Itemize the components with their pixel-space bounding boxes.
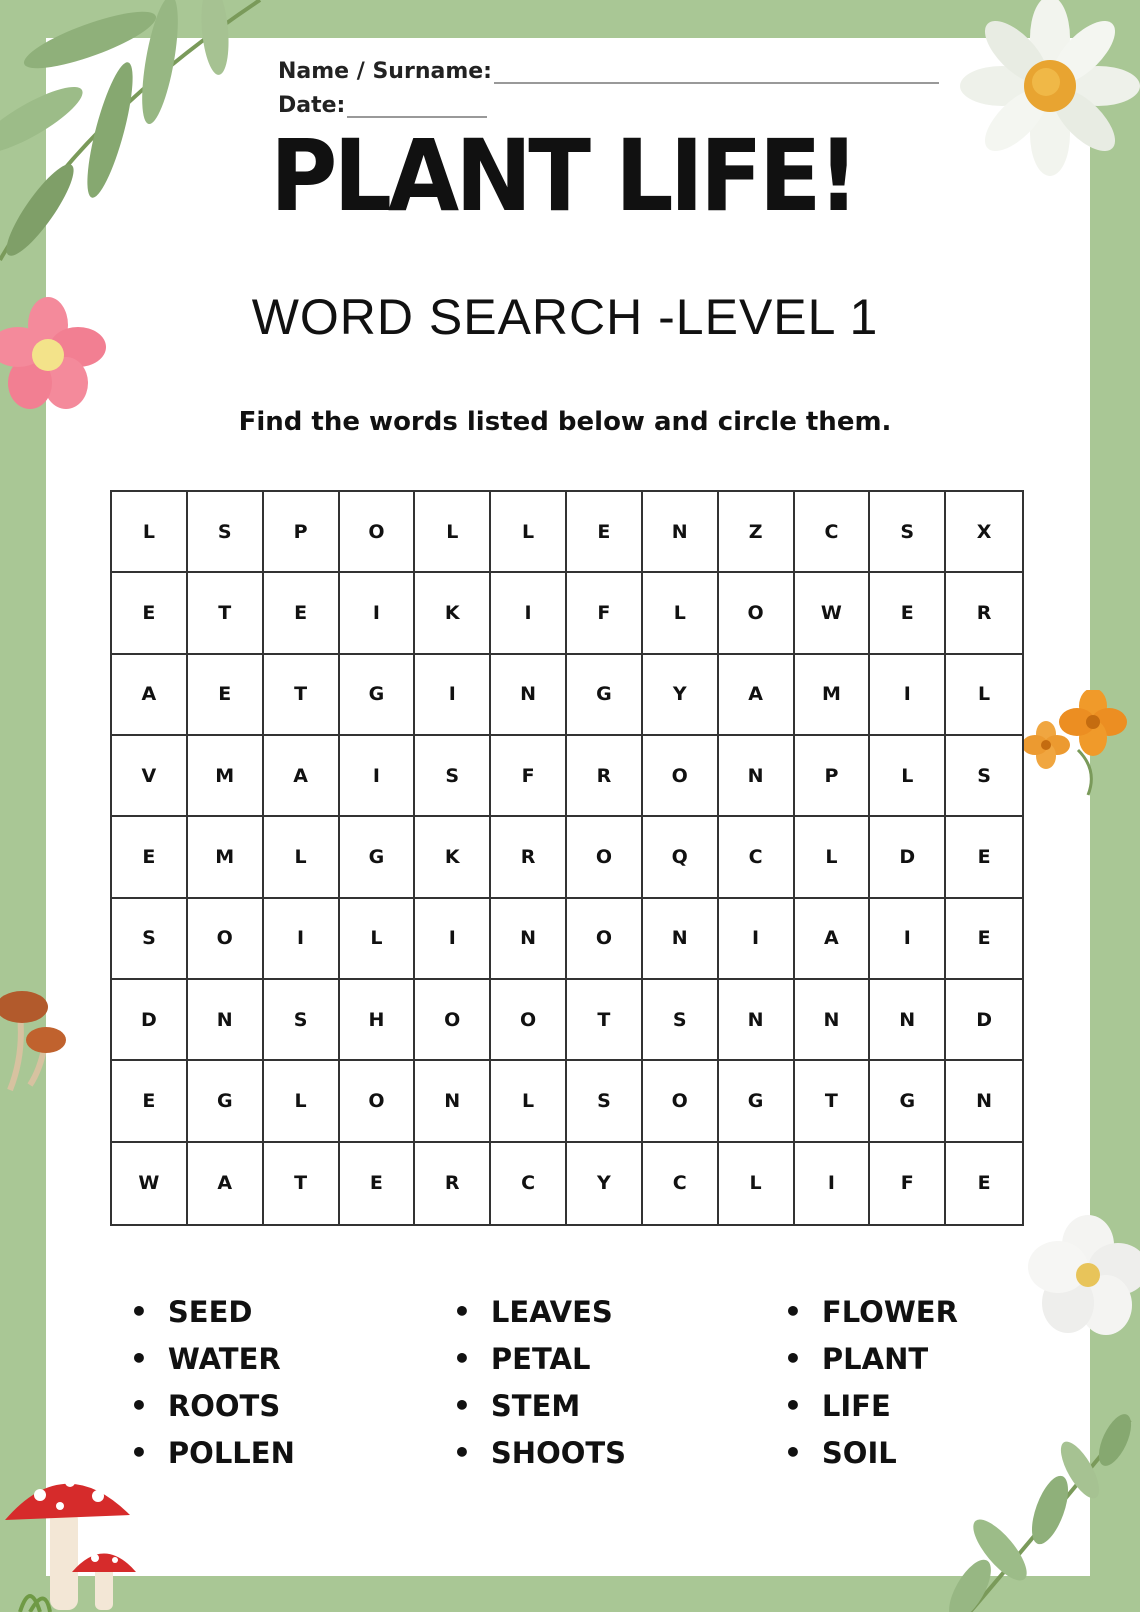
word-list-column-1 <box>130 1288 295 1476</box>
word-list-item: • LEAVES <box>453 1288 626 1335</box>
grid-cell[interactable]: W <box>112 1143 188 1224</box>
grid-cell[interactable]: M <box>188 736 264 817</box>
grid-cell[interactable]: N <box>491 655 567 736</box>
grid-cell[interactable]: S <box>264 980 340 1061</box>
grid-cell[interactable]: O <box>340 492 416 573</box>
grid-cell[interactable]: L <box>719 1143 795 1224</box>
grid-cell[interactable]: L <box>946 655 1022 736</box>
word-list-item: • PLANT <box>784 1335 958 1382</box>
leaves-decoration <box>0 0 300 280</box>
grid-cell[interactable]: O <box>643 736 719 817</box>
grid-cell[interactable]: Y <box>643 655 719 736</box>
grid-cell[interactable]: N <box>643 899 719 980</box>
word-list-item: • WATER <box>130 1335 295 1382</box>
grid-cell[interactable]: E <box>946 817 1022 898</box>
grid-cell[interactable]: O <box>719 573 795 654</box>
grid-cell[interactable]: G <box>340 655 416 736</box>
grid-cell[interactable]: I <box>415 655 491 736</box>
orange-flowers-icon <box>1018 690 1140 800</box>
grid-cell[interactable]: I <box>870 899 946 980</box>
grid-cell[interactable]: O <box>188 899 264 980</box>
grid-cell[interactable]: F <box>870 1143 946 1224</box>
grid-cell[interactable]: N <box>188 980 264 1061</box>
grid-cell[interactable]: N <box>795 980 871 1061</box>
grid-cell[interactable]: W <box>795 573 871 654</box>
grid-cell[interactable]: C <box>643 1143 719 1224</box>
grid-cell[interactable]: L <box>415 492 491 573</box>
grid-cell[interactable]: A <box>795 899 871 980</box>
grid-cell[interactable]: L <box>795 817 871 898</box>
grid-cell[interactable]: L <box>491 492 567 573</box>
grid-cell[interactable]: P <box>264 492 340 573</box>
instructions <box>0 407 1140 437</box>
grid-cell[interactable]: L <box>491 1061 567 1142</box>
grid-cell[interactable]: S <box>112 899 188 980</box>
grid-cell[interactable]: I <box>415 899 491 980</box>
grid-cell[interactable]: I <box>340 736 416 817</box>
grid-cell[interactable]: G <box>719 1061 795 1142</box>
subtitle-text: WORD SEARCH -LEVEL 1 <box>251 289 879 345</box>
grid-cell[interactable]: A <box>719 655 795 736</box>
date-input-line[interactable] <box>347 94 487 118</box>
word-list-item: • PETAL <box>453 1335 626 1382</box>
grid-cell[interactable]: I <box>491 573 567 654</box>
grid-cell[interactable]: O <box>567 899 643 980</box>
grid-cell[interactable]: I <box>870 655 946 736</box>
word-list-item: • FLOWER <box>784 1288 958 1335</box>
grid-cell[interactable]: S <box>188 492 264 573</box>
grid-cell[interactable]: E <box>946 899 1022 980</box>
grid-cell[interactable]: R <box>567 736 643 817</box>
grid-cell[interactable]: E <box>264 573 340 654</box>
worksheet-title: PLANT LIFE! <box>270 118 856 234</box>
grid-cell[interactable]: T <box>264 655 340 736</box>
grid-cell[interactable]: N <box>719 736 795 817</box>
word-list-column-2 <box>453 1288 626 1476</box>
grid-cell[interactable]: S <box>946 736 1022 817</box>
name-input-line[interactable] <box>494 60 939 84</box>
grid-cell[interactable]: P <box>795 736 871 817</box>
grid-cell[interactable]: D <box>112 980 188 1061</box>
grid-cell[interactable]: G <box>340 817 416 898</box>
leaves-branch-icon <box>930 1400 1140 1612</box>
grid-cell[interactable]: T <box>567 980 643 1061</box>
grid-cell[interactable]: L <box>264 817 340 898</box>
word-list-item: • SEED <box>130 1288 295 1335</box>
grid-cell[interactable]: X <box>946 492 1022 573</box>
grid-cell[interactable]: N <box>719 980 795 1061</box>
grid-cell[interactable]: F <box>567 573 643 654</box>
worksheet-subtitle <box>0 288 1140 346</box>
grid-cell[interactable]: I <box>264 899 340 980</box>
red-mushroom-icon <box>0 1460 150 1612</box>
instructions-text: Find the words listed below and circle them. <box>238 407 892 437</box>
grid-cell[interactable]: N <box>491 899 567 980</box>
grid-cell[interactable]: R <box>415 1143 491 1224</box>
word-list-item: • LIFE <box>784 1382 958 1429</box>
grid-cell[interactable]: O <box>340 1061 416 1142</box>
grid-cell[interactable]: N <box>415 1061 491 1142</box>
grid-cell[interactable]: C <box>719 817 795 898</box>
grid-cell[interactable]: S <box>415 736 491 817</box>
grid-cell[interactable]: T <box>188 573 264 654</box>
grid-cell[interactable]: C <box>491 1143 567 1224</box>
grid-cell[interactable]: A <box>264 736 340 817</box>
word-list-column-3 <box>784 1288 958 1476</box>
grid-cell[interactable]: O <box>415 980 491 1061</box>
grid-cell[interactable]: Q <box>643 817 719 898</box>
grid-cell[interactable]: N <box>946 1061 1022 1142</box>
grid-cell[interactable]: E <box>188 655 264 736</box>
date-label: Date: <box>278 93 346 118</box>
grid-cell[interactable]: H <box>340 980 416 1061</box>
grid-cell[interactable]: Z <box>719 492 795 573</box>
grid-cell[interactable]: E <box>340 1143 416 1224</box>
word-search-grid <box>110 490 1024 1226</box>
white-flower-icon <box>1020 1215 1140 1345</box>
grid-cell[interactable]: M <box>188 817 264 898</box>
word-list-item: • POLLEN <box>130 1429 295 1476</box>
grid-cell[interactable]: L <box>112 492 188 573</box>
name-field-row <box>278 50 939 84</box>
grid-cell[interactable]: M <box>795 655 871 736</box>
grid-cell[interactable]: F <box>491 736 567 817</box>
grid-cell[interactable]: O <box>643 1061 719 1142</box>
grid-cell[interactable]: D <box>870 817 946 898</box>
grid-cell[interactable]: E <box>112 1061 188 1142</box>
grid-cell[interactable]: E <box>870 573 946 654</box>
grid-cell[interactable]: K <box>415 817 491 898</box>
grid-cell[interactable]: G <box>188 1061 264 1142</box>
grid-cell[interactable]: S <box>870 492 946 573</box>
grid-cell[interactable]: R <box>946 573 1022 654</box>
grid-cell[interactable]: T <box>264 1143 340 1224</box>
daisy-flower-icon <box>950 0 1140 180</box>
grid-cell[interactable]: E <box>567 492 643 573</box>
grid-cell[interactable]: V <box>112 736 188 817</box>
grid-cell[interactable]: G <box>870 1061 946 1142</box>
grid-cell[interactable]: D <box>946 980 1022 1061</box>
grid-cell[interactable]: G <box>567 655 643 736</box>
word-list-item: • SOIL <box>784 1429 958 1476</box>
grid-cell[interactable]: L <box>264 1061 340 1142</box>
grid-cell[interactable]: C <box>795 492 871 573</box>
grid-cell[interactable]: T <box>795 1061 871 1142</box>
grid-cell[interactable]: S <box>567 1061 643 1142</box>
grid-cell[interactable]: K <box>415 573 491 654</box>
grid-cell[interactable]: N <box>870 980 946 1061</box>
word-list-item: • ROOTS <box>130 1382 295 1429</box>
grid-cell[interactable]: I <box>719 899 795 980</box>
grid-cell[interactable]: E <box>112 817 188 898</box>
grid-cell[interactable]: S <box>643 980 719 1061</box>
grid-cell[interactable]: I <box>340 573 416 654</box>
grid-cell[interactable]: N <box>643 492 719 573</box>
grid-cell[interactable]: A <box>188 1143 264 1224</box>
grid-cell[interactable]: L <box>870 736 946 817</box>
brown-mushrooms-icon <box>0 985 70 1095</box>
grid-cell[interactable]: R <box>491 817 567 898</box>
grid-cell[interactable]: E <box>112 573 188 654</box>
grid-cell[interactable]: I <box>795 1143 871 1224</box>
date-field-row <box>278 84 939 118</box>
grid-cell[interactable]: O <box>567 817 643 898</box>
grid-cell[interactable]: A <box>112 655 188 736</box>
grid-cell[interactable]: L <box>340 899 416 980</box>
grid-cell[interactable]: O <box>491 980 567 1061</box>
word-list-item: • STEM <box>453 1382 626 1429</box>
grid-cell[interactable]: E <box>977 1172 991 1195</box>
grid-cell[interactable]: L <box>643 573 719 654</box>
grid-cell[interactable]: Y <box>567 1143 643 1224</box>
name-label: Name / Surname: <box>278 59 492 84</box>
word-list-item: • SHOOTS <box>453 1429 626 1476</box>
student-info-fields <box>278 50 939 118</box>
